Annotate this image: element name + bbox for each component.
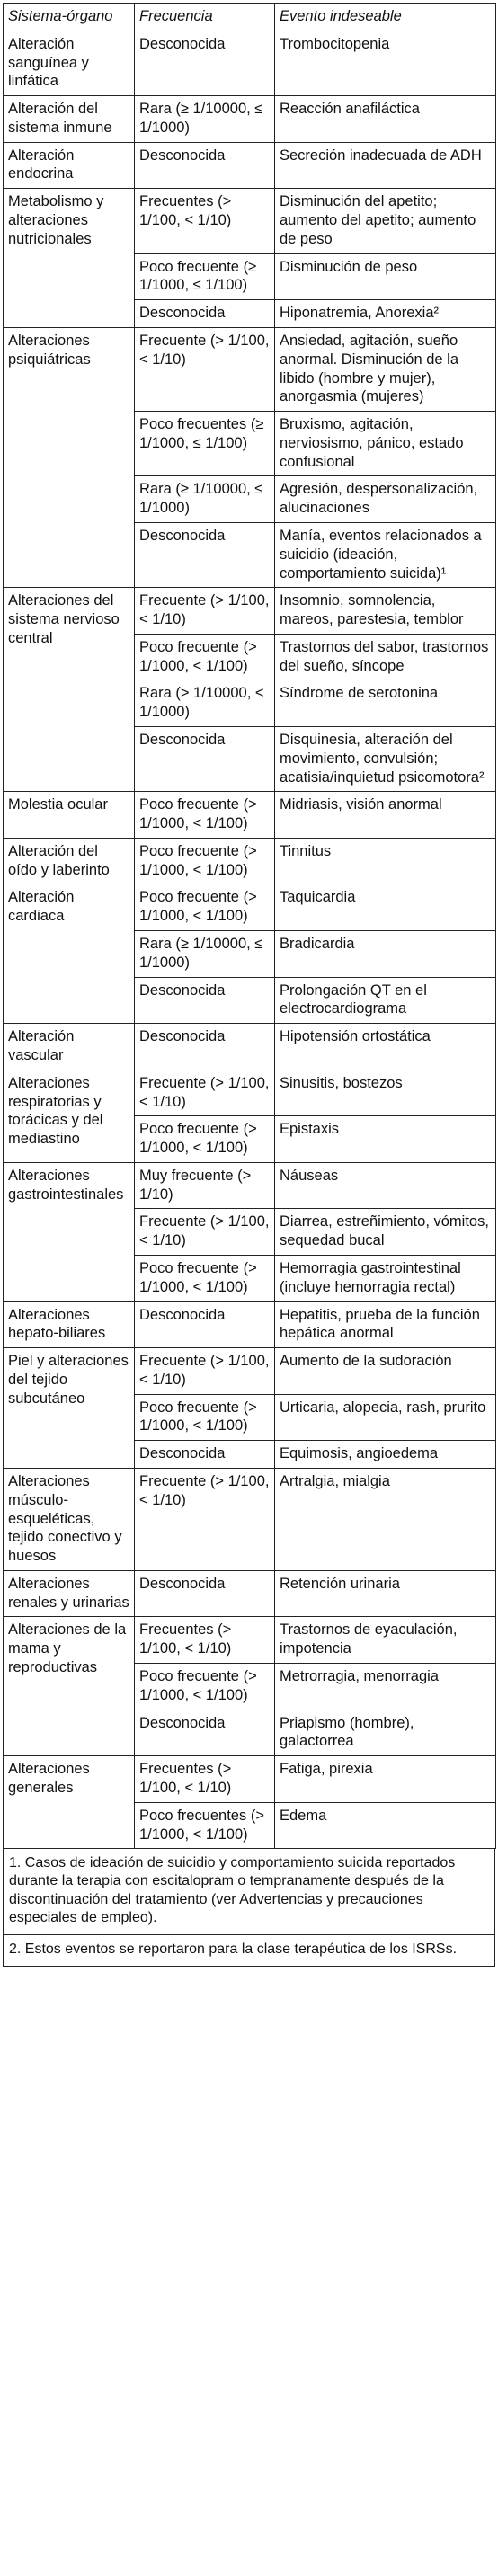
adverse-event-cell: Hipotensión ortostática [275, 1024, 496, 1070]
header-system-organ: Sistema-órgano [4, 4, 135, 31]
frequency-cell: Desconocida [135, 1570, 275, 1617]
table-row [4, 588, 496, 635]
system-organ-cell: Alteración del sistema inmune [4, 96, 135, 143]
frequency-cell: Rara (≥ 1/10000, ≤ 1/1000) [135, 476, 275, 523]
adverse-event-cell: Disminución del apetito; aumento del apetito; aumento de peso [275, 189, 496, 253]
system-organ-cell: Alteraciones renales y urinarias [4, 1570, 135, 1617]
system-organ-cell: Alteración sanguínea y linfática [4, 31, 135, 95]
table-row [4, 1348, 496, 1395]
adverse-event-cell: Midriasis, visión anormal [275, 792, 496, 839]
table-row [4, 1617, 496, 1664]
frequency-cell: Desconocida [135, 142, 275, 189]
table-body [4, 31, 496, 1849]
table-row [4, 189, 496, 253]
footnote-2: 2. Estos eventos se reportaron para la clase terapéutica de los ISRSs. [3, 1935, 495, 1967]
frequency-cell: Frecuentes (> 1/100, < 1/10) [135, 1756, 275, 1803]
frequency-cell: Poco frecuente (> 1/1000, < 1/100) [135, 634, 275, 680]
frequency-cell: Desconocida [135, 1710, 275, 1756]
adverse-event-cell: Epistaxis [275, 1116, 496, 1163]
adverse-event-cell: Aumento de la sudoración [275, 1348, 496, 1395]
frequency-cell: Poco frecuente (> 1/1000, < 1/100) [135, 1664, 275, 1710]
adverse-event-cell: Manía, eventos relacionados a suicidio (ideación, comportamiento suicida)¹ [275, 522, 496, 587]
table-row [4, 142, 496, 189]
system-organ-cell: Alteración del oído y laberinto [4, 838, 135, 884]
frequency-cell: Desconocida [135, 977, 275, 1024]
adverse-events-document [3, 3, 495, 1967]
frequency-cell: Desconocida [135, 1301, 275, 1348]
footnote-1: 1. Casos de ideación de suicidio y comportamiento suicida reportados durante la terapia con escitalopram o tempranamente después de la discontinuación del tratamiento (ver Advertencias y precauciones especiales de empleo). [3, 1849, 495, 1935]
adverse-event-cell: Prolongación QT en el electrocardiograma [275, 977, 496, 1024]
table-row [4, 1756, 496, 1803]
system-organ-cell: Molestia ocular [4, 792, 135, 839]
frequency-cell: Muy frecuente (> 1/10) [135, 1162, 275, 1209]
adverse-event-cell: Secreción inadecuada de ADH [275, 142, 496, 189]
adverse-event-cell: Taquicardia [275, 884, 496, 931]
system-organ-cell: Alteración cardiaca [4, 884, 135, 1024]
system-organ-cell: Metabolismo y alteraciones nutricionales [4, 189, 135, 328]
adverse-event-cell: Disquinesia, alteración del movimiento, convulsión; acatisia/inquietud psicomotora² [275, 727, 496, 792]
frequency-cell: Desconocida [135, 1441, 275, 1469]
table-row [4, 1024, 496, 1070]
adverse-event-cell: Retención urinaria [275, 1570, 496, 1617]
adverse-event-cell: Metrorragia, menorragia [275, 1664, 496, 1710]
adverse-event-cell: Urticaria, alopecia, rash, prurito [275, 1394, 496, 1441]
adverse-event-cell: Edema [275, 1802, 496, 1849]
adverse-event-cell: Bradicardia [275, 931, 496, 978]
frequency-cell: Frecuente (> 1/100, < 1/10) [135, 1469, 275, 1571]
frequency-cell: Frecuente (> 1/100, < 1/10) [135, 1070, 275, 1116]
table-header-row [4, 4, 496, 31]
frequency-cell: Desconocida [135, 31, 275, 95]
table-row [4, 96, 496, 143]
adverse-event-cell: Agresión, despersonalización, alucinaciones [275, 476, 496, 523]
system-organ-cell: Alteraciones psiquiátricas [4, 327, 135, 587]
adverse-event-cell: Artralgia, mialgia [275, 1469, 496, 1571]
table-row [4, 1301, 496, 1348]
table-row [4, 792, 496, 839]
frequency-cell: Rara (≥ 1/10000, ≤ 1/1000) [135, 96, 275, 143]
adverse-event-cell: Bruxismo, agitación, nerviosismo, pánico, estado confusional [275, 412, 496, 476]
frequency-cell: Poco frecuente (> 1/1000, < 1/100) [135, 884, 275, 931]
adverse-event-cell: Hemorragia gastrointestinal (incluye hemorragia rectal) [275, 1255, 496, 1301]
table-row [4, 1570, 496, 1617]
adverse-event-cell: Náuseas [275, 1162, 496, 1209]
frequency-cell: Frecuente (> 1/100, < 1/10) [135, 327, 275, 411]
system-organ-cell: Alteraciones gastrointestinales [4, 1162, 135, 1301]
system-organ-cell: Alteraciones respiratorias y torácicas y del mediastino [4, 1070, 135, 1162]
adverse-event-cell: Hepatitis, prueba de la función hepática anormal [275, 1301, 496, 1348]
adverse-event-cell: Trastornos de eyaculación, impotencia [275, 1617, 496, 1664]
frequency-cell: Frecuentes (> 1/100, < 1/10) [135, 189, 275, 253]
system-organ-cell: Alteraciones de la mama y reproductivas [4, 1617, 135, 1756]
frequency-cell: Poco frecuente (> 1/1000, < 1/100) [135, 792, 275, 839]
frequency-cell: Rara (> 1/10000, < 1/1000) [135, 680, 275, 727]
frequency-cell: Desconocida [135, 1024, 275, 1070]
frequency-cell: Poco frecuente (> 1/1000, < 1/100) [135, 1394, 275, 1441]
frequency-cell: Frecuente (> 1/100, < 1/10) [135, 588, 275, 635]
frequency-cell: Desconocida [135, 522, 275, 587]
table-row [4, 884, 496, 931]
table-row [4, 1162, 496, 1209]
system-organ-cell: Alteraciones músculo-esqueléticas, tejido conectivo y huesos [4, 1469, 135, 1571]
adverse-event-cell: Equimosis, angioedema [275, 1441, 496, 1469]
table-row [4, 1070, 496, 1116]
adverse-event-cell: Hiponatremia, Anorexia² [275, 300, 496, 328]
frequency-cell: Frecuentes (> 1/100, < 1/10) [135, 1617, 275, 1664]
frequency-cell: Desconocida [135, 727, 275, 792]
adverse-event-cell: Tinnitus [275, 838, 496, 884]
system-organ-cell: Alteración endocrina [4, 142, 135, 189]
adverse-event-cell: Trombocitopenia [275, 31, 496, 95]
adverse-event-cell: Reacción anafiláctica [275, 96, 496, 143]
adverse-events-table [3, 3, 496, 1849]
table-row [4, 31, 496, 95]
table-row [4, 1469, 496, 1571]
adverse-event-cell: Diarrea, estreñimiento, vómitos, sequedad bucal [275, 1209, 496, 1256]
frequency-cell: Frecuente (> 1/100, < 1/10) [135, 1209, 275, 1256]
frequency-cell: Poco frecuente (> 1/1000, < 1/100) [135, 1116, 275, 1163]
table-row [4, 838, 496, 884]
adverse-event-cell: Priapismo (hombre), galactorrea [275, 1710, 496, 1756]
adverse-event-cell: Sinusitis, bostezos [275, 1070, 496, 1116]
header-adverse-event: Evento indeseable [275, 4, 496, 31]
frequency-cell: Poco frecuente (> 1/1000, < 1/100) [135, 1255, 275, 1301]
adverse-event-cell: Síndrome de serotonina [275, 680, 496, 727]
adverse-event-cell: Insomnio, somnolencia, mareos, parestesia, temblor [275, 588, 496, 635]
adverse-event-cell: Fatiga, pirexia [275, 1756, 496, 1803]
adverse-event-cell: Trastornos del sabor, trastornos del sueño, síncope [275, 634, 496, 680]
system-organ-cell: Alteraciones del sistema nervioso central [4, 588, 135, 792]
frequency-cell: Rara (≥ 1/10000, ≤ 1/1000) [135, 931, 275, 978]
frequency-cell: Frecuente (> 1/100, < 1/10) [135, 1348, 275, 1395]
frequency-cell: Poco frecuentes (≥ 1/1000, ≤ 1/100) [135, 412, 275, 476]
header-frequency: Frecuencia [135, 4, 275, 31]
system-organ-cell: Alteraciones hepato-biliares [4, 1301, 135, 1348]
adverse-event-cell: Ansiedad, agitación, sueño anormal. Disminución de la libido (hombre y mujer), anorgasmia (mujeres) [275, 327, 496, 411]
frequency-cell: Poco frecuente (≥ 1/1000, ≤ 1/100) [135, 253, 275, 300]
frequency-cell: Desconocida [135, 300, 275, 328]
system-organ-cell: Alteraciones generales [4, 1756, 135, 1849]
system-organ-cell: Alteración vascular [4, 1024, 135, 1070]
table-row [4, 327, 496, 411]
frequency-cell: Poco frecuentes (> 1/1000, < 1/100) [135, 1802, 275, 1849]
system-organ-cell: Piel y alteraciones del tejido subcutáneo [4, 1348, 135, 1469]
frequency-cell: Poco frecuente (> 1/1000, < 1/100) [135, 838, 275, 884]
adverse-event-cell: Disminución de peso [275, 253, 496, 300]
